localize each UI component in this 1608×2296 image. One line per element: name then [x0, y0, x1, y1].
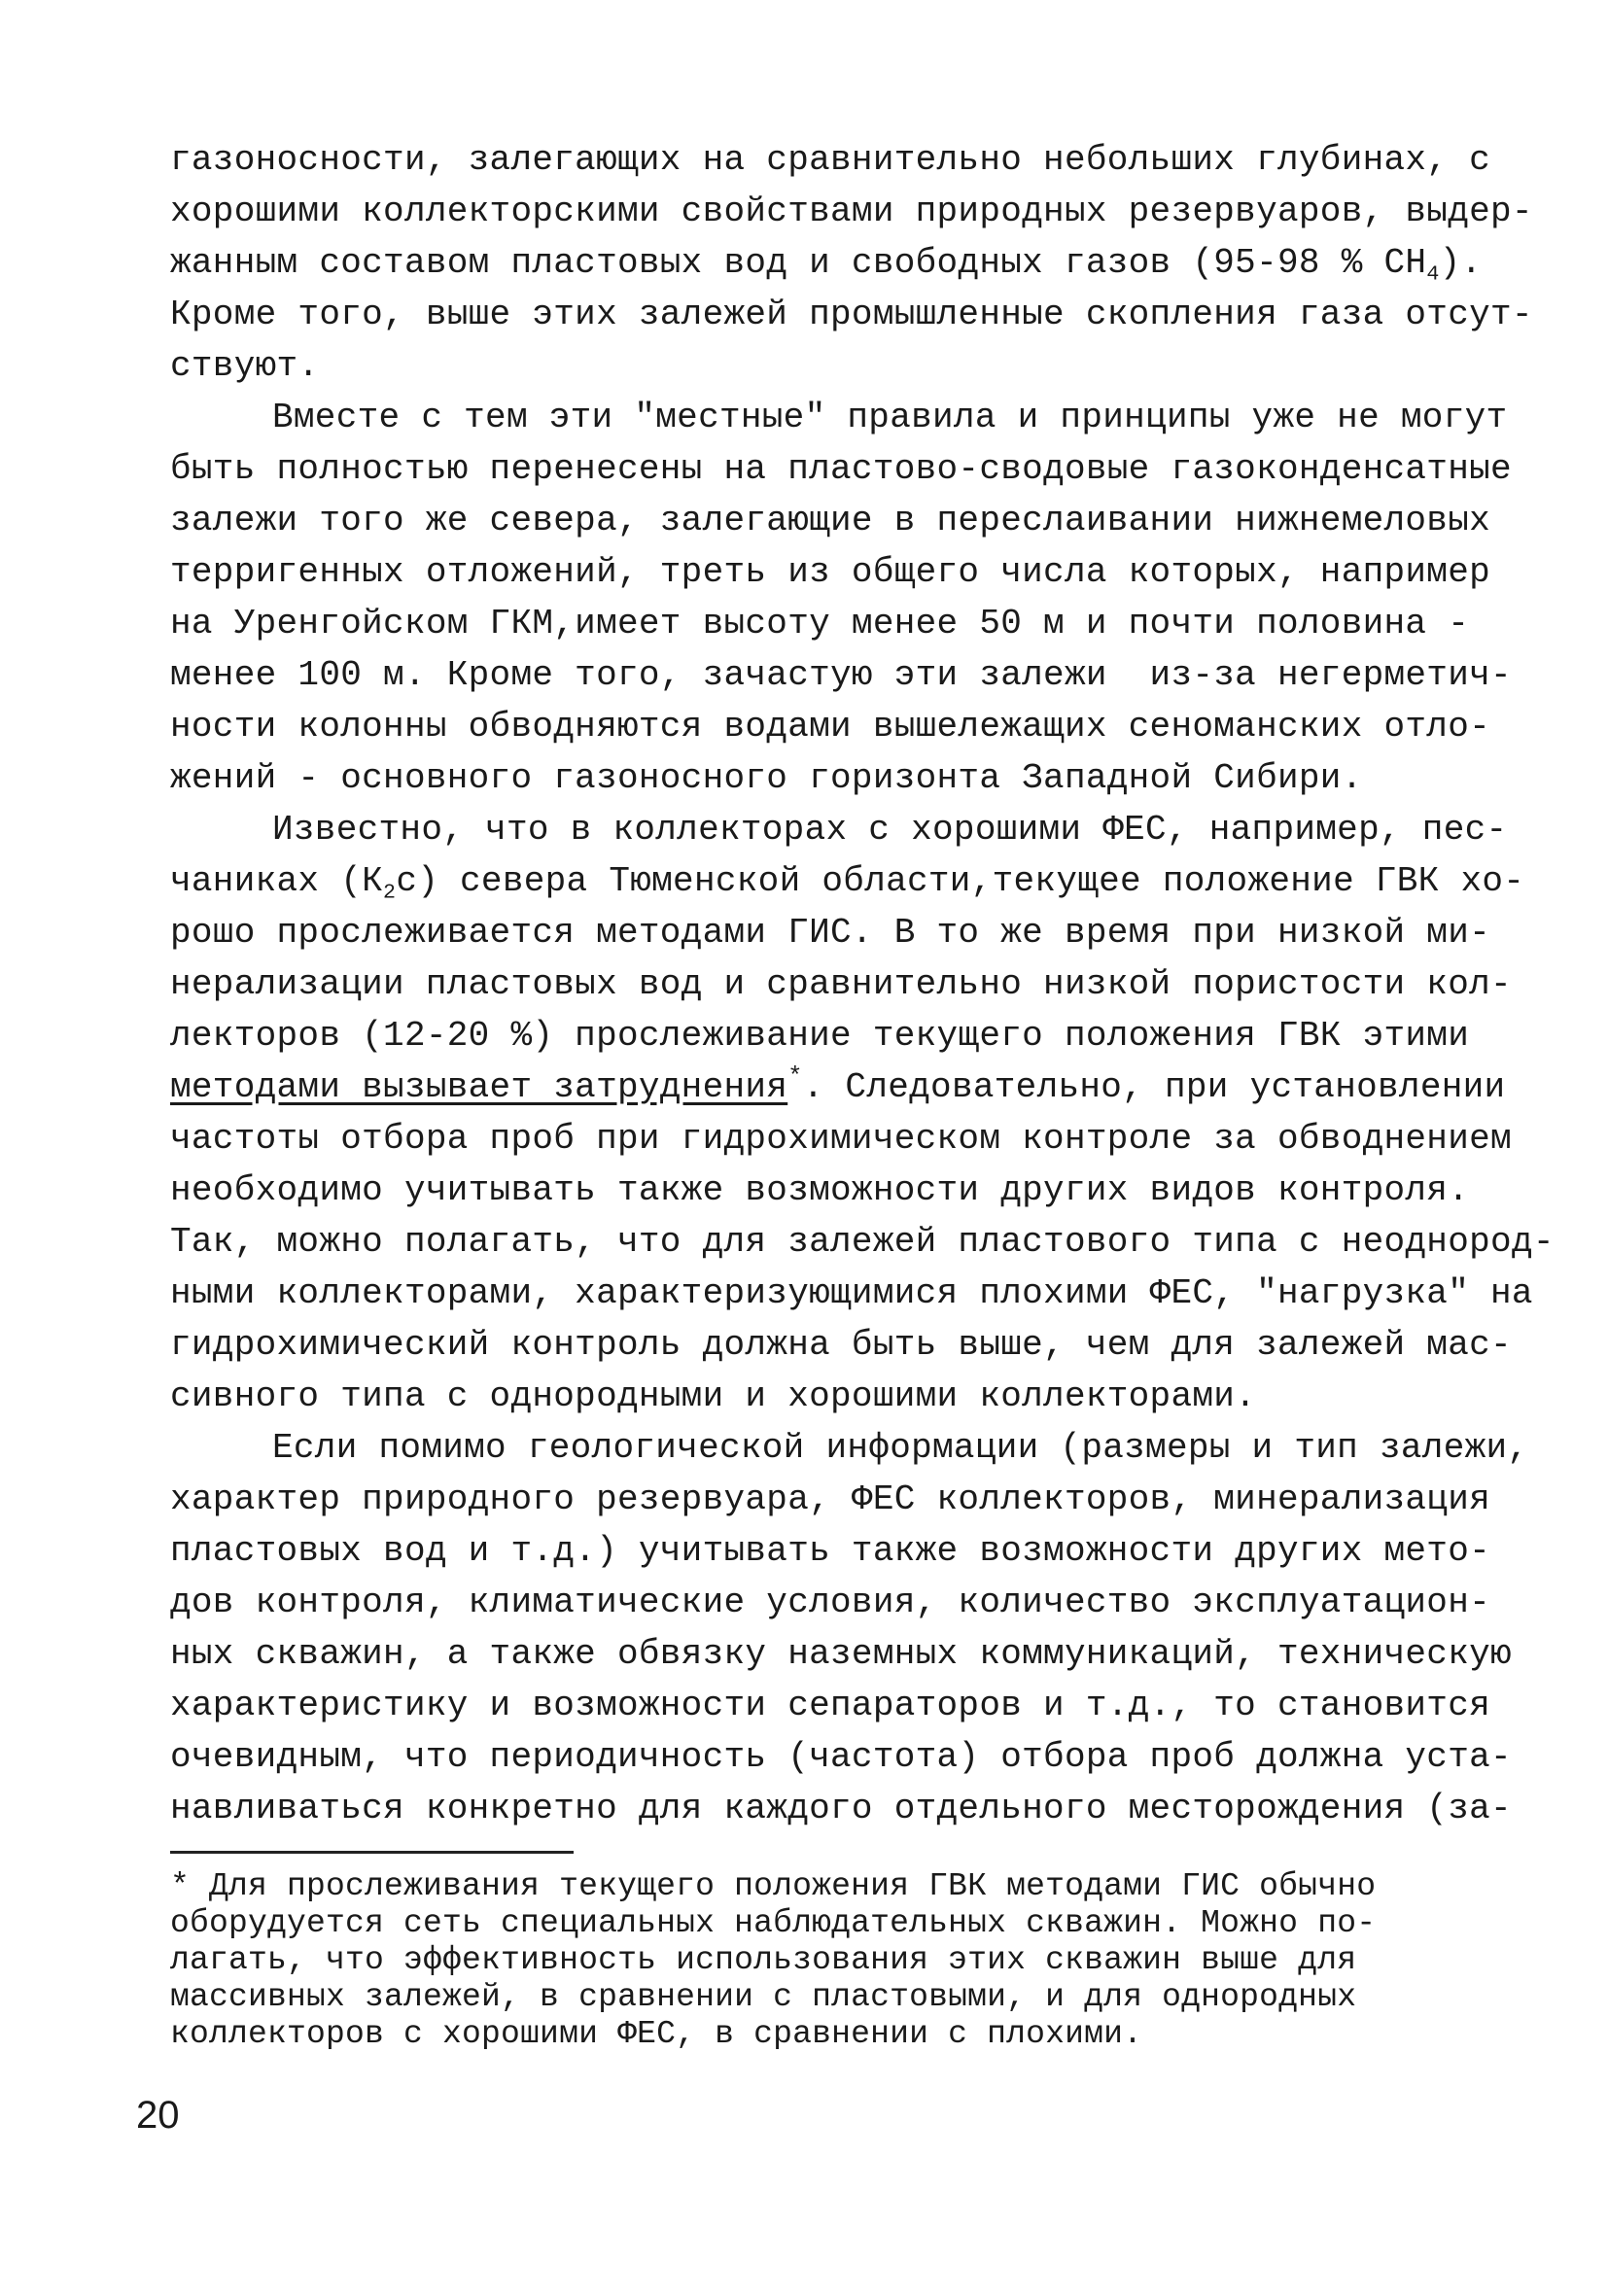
body-line: терригенных отложений, треть из общего числа которых, например [170, 552, 1491, 592]
body-line: газоносности, залегающих на сравнительно небольших глубинах, с [170, 140, 1491, 180]
footnote-line: массивных залежей, в сравнении с пластовыми, и для однородных [170, 1979, 1357, 2015]
footnote-line: оборудуется сеть специальных наблюдательных скважин. Можно по- [170, 1905, 1377, 1941]
footnote-line: лагать, что эффективность использования этих скважин выше для [170, 1942, 1357, 1978]
subscript: 4 [1426, 262, 1440, 287]
paragraph-first-line: Если помимо геологической информации (размеры и тип залежи, [272, 1428, 1529, 1468]
body-line: гидрохимический контроль должна быть выше, чем для залежей мас- [170, 1325, 1512, 1365]
text-run: . Следовательно, при установлении [802, 1067, 1506, 1107]
body-line: характеристику и возможности сепараторов и т.д., то становится [170, 1686, 1491, 1725]
body-line: очевидным, что периодичность (частота) отбора проб должна уста- [170, 1737, 1512, 1777]
body-line: дов контроля, климатические условия, количество эксплуатацион- [170, 1583, 1491, 1622]
body-line: Так, можно полагать, что для залежей пластового типа с неоднород- [170, 1222, 1555, 1262]
footnote-marker: * [787, 1062, 803, 1092]
paragraph-first-line: Известно, что в коллекторах с хорошими ФЕС, например, пес- [272, 810, 1508, 850]
body-line: рошо прослеживается методами ГИС. В то же время при низкой ми- [170, 913, 1491, 953]
body-line: частоты отбора проб при гидрохимическом контроле за обводнением [170, 1119, 1512, 1159]
body-line [170, 859, 1524, 904]
body-line: ствуют. [170, 346, 320, 386]
body-line [170, 241, 1482, 286]
text-run: чаниках (К [170, 861, 384, 901]
text-run: ). [1439, 243, 1483, 283]
body-line [170, 1062, 1506, 1110]
body-line: сивного типа с однородными и хорошими коллекторами. [170, 1376, 1257, 1416]
body-line: необходимо учитывать также возможности других видов контроля. [170, 1170, 1470, 1210]
text-run: жанным составом пластовых вод и свободных газов (95-98 % СН [170, 243, 1427, 283]
body-line: ных скважин, а также обвязку наземных коммуникаций, техническую [170, 1634, 1512, 1674]
body-line: хорошими коллекторскими свойствами природных резервуаров, выдер- [170, 191, 1533, 231]
body-line: ности колонны обводняются водами вышележащих сеноманских отло- [170, 707, 1491, 747]
body-line: характер природного резервуара, ФЕС коллекторов, минерализация [170, 1479, 1491, 1519]
body-line: Кроме того, выше этих залежей промышленные скопления газа отсут- [170, 295, 1533, 334]
body-line: пластовых вод и т.д.) учитывать также возможности других мето- [170, 1531, 1491, 1571]
body-line: залежи того же севера, залегающие в переслаивании нижнемеловых [170, 501, 1491, 540]
footnote-line: коллекторов с хорошими ФЕС, в сравнении с плохими. [170, 2016, 1143, 2052]
body-line: ными коллекторами, характеризующимися плохими ФЕС, "нагрузка" на [170, 1273, 1533, 1313]
paragraph-first-line: Вместе с тем эти "местные" правила и принципы уже не могут [272, 398, 1508, 437]
body-line: навливаться конкретно для каждого отдельного месторождения (за- [170, 1789, 1512, 1828]
body-line: жений - основного газоносного горизонта Западной Сибири. [170, 758, 1363, 798]
body-line: менее 100 м. Кроме того, зачастую эти залежи из-за негерметич- [170, 655, 1512, 695]
body-line: нерализации пластовых вод и сравнительно низкой пористости кол- [170, 964, 1512, 1004]
page-number: 20 [136, 2094, 180, 2137]
underlined-text: методами вызывает затруднения [170, 1067, 788, 1107]
footnote-separator [170, 1851, 574, 1854]
subscript: 2 [383, 881, 397, 905]
body-line: на Уренгойском ГКМ,имеет высоту менее 50 м и почти половина - [170, 604, 1470, 644]
body-line: лекторов (12-20 %) прослеживание текущего положения ГВК этими [170, 1016, 1470, 1056]
text-run: с) севера Тюменской области,текущее положение ГВК хо- [396, 861, 1525, 901]
footnote-line: * Для прослеживания текущего положения ГВК методами ГИС обычно [170, 1868, 1377, 1904]
body-line: быть полностью перенесены на пластово-сводовые газоконденсатные [170, 449, 1512, 489]
